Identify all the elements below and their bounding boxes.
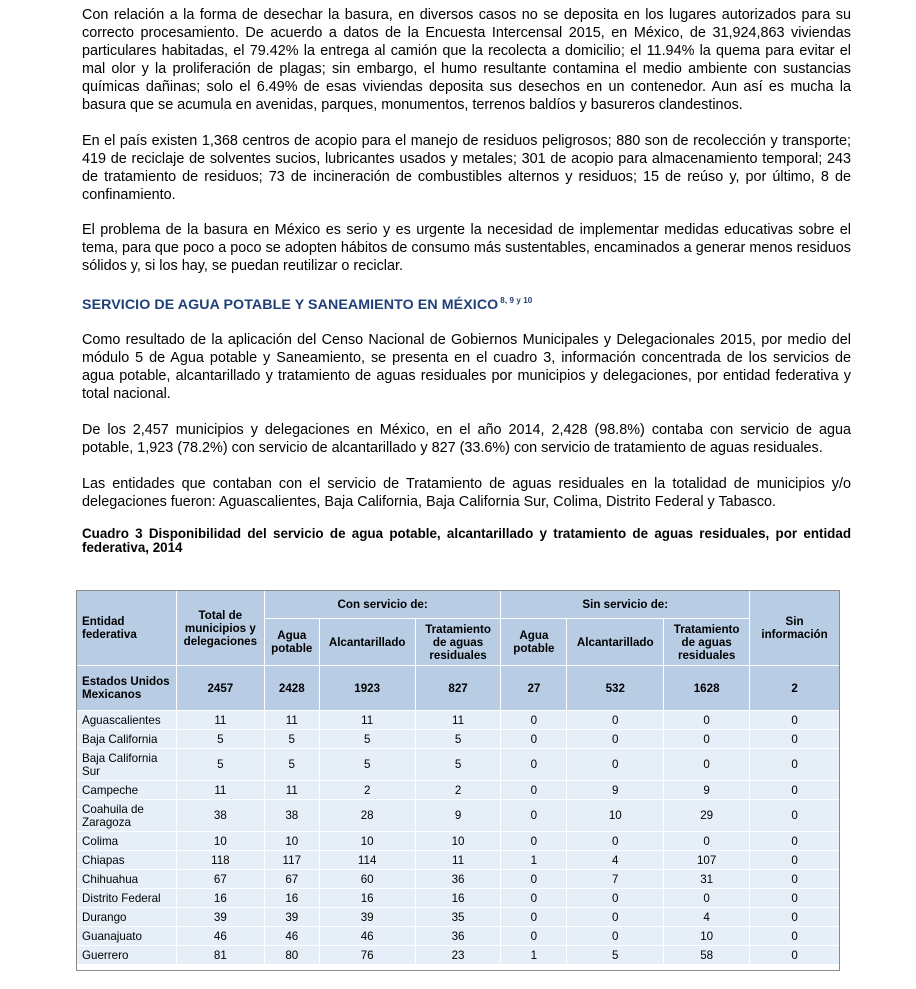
paragraph-treatment: Las entidades que contaban con el servicio de Tratamiento de aguas residuales en la totalidad de municipios y/o delegaciones fueron: Aguascalientes, Baja California, Baja California Sur, Colima, Distrito Federal y Tabasco. (82, 476, 851, 510)
value-cell: 39 (319, 908, 415, 927)
value-cell: 39 (176, 908, 264, 927)
value-cell: 28 (319, 800, 415, 832)
value-cell: 0 (750, 749, 840, 781)
value-cell: 118 (176, 851, 264, 870)
value-cell: 5 (319, 730, 415, 749)
value-cell: 23 (415, 946, 501, 965)
total-cell: 1628 (664, 666, 750, 711)
value-cell: 76 (319, 946, 415, 965)
value-cell: 11 (319, 711, 415, 730)
value-cell: 5 (176, 730, 264, 749)
value-cell: 0 (750, 870, 840, 889)
value-cell: 36 (415, 927, 501, 946)
section-title: SERVICIO DE AGUA POTABLE Y SANEAMIENTO EN MÉXICO (82, 297, 499, 313)
entity-name-cell: Baja California (77, 730, 177, 749)
table-row (77, 908, 840, 927)
document-page (82, 6, 851, 555)
header-alcantarillado: Alcantarillado (319, 619, 415, 666)
value-cell: 4 (664, 908, 750, 927)
value-cell: 0 (750, 711, 840, 730)
value-cell: 16 (176, 889, 264, 908)
value-cell: 0 (664, 832, 750, 851)
table-row (77, 781, 840, 800)
entity-name-cell: Campeche (77, 781, 177, 800)
paragraph-waste-disposal: Con relación a la forma de desechar la basura, en diversos casos no se deposita en los lugares autorizados para su correcto procesamiento. De acuerdo a datos de la Encuesta Intercensal 2015, en México, de 31,924,863 viviendas particulares habitadas, el 79.42% la entrega al camión que la recolecta a domicilio; el 11.94% la quema para evitar el mal olor y la proliferación de plagas; sin embargo, el humo resultante contamina el medio ambiente con sustancias químicas dañinas; solo el 6.49% de esas viviendas deposita sus desechos en un contenedor. Aun así es mucha la basura que se acumula en avenidas, parques, monumentos, terrenos baldíos y basureros clandestinos. (82, 7, 851, 113)
value-cell: 0 (501, 800, 567, 832)
entity-name-cell: Chiapas (77, 851, 177, 870)
total-cell: 827 (415, 666, 501, 711)
entity-name-cell: Aguascalientes (77, 711, 177, 730)
value-cell: 0 (664, 711, 750, 730)
table-row (77, 927, 840, 946)
value-cell: 16 (319, 889, 415, 908)
value-cell: 0 (750, 730, 840, 749)
value-cell: 36 (415, 870, 501, 889)
water-services-table (76, 590, 840, 965)
total-cell: 2428 (264, 666, 319, 711)
value-cell: 0 (501, 749, 567, 781)
value-cell: 0 (750, 800, 840, 832)
value-cell: 67 (176, 870, 264, 889)
value-cell: 46 (176, 927, 264, 946)
value-cell: 58 (664, 946, 750, 965)
value-cell: 0 (567, 889, 664, 908)
value-cell: 46 (264, 927, 319, 946)
value-cell: 9 (567, 781, 664, 800)
value-cell: 16 (264, 889, 319, 908)
value-cell: 10 (415, 832, 501, 851)
total-cell: 27 (501, 666, 567, 711)
value-cell: 5 (415, 749, 501, 781)
value-cell: 0 (501, 781, 567, 800)
value-cell: 38 (176, 800, 264, 832)
table-row (77, 711, 840, 730)
value-cell: 0 (567, 927, 664, 946)
value-cell: 80 (264, 946, 319, 965)
entity-name-cell: Colima (77, 832, 177, 851)
value-cell: 0 (750, 832, 840, 851)
value-cell: 107 (664, 851, 750, 870)
value-cell: 35 (415, 908, 501, 927)
header-con-servicio: Con servicio de: (264, 591, 501, 619)
total-cell: 2457 (176, 666, 264, 711)
value-cell: 0 (501, 711, 567, 730)
value-cell: 0 (501, 870, 567, 889)
value-cell: 11 (176, 781, 264, 800)
table-row (77, 946, 840, 965)
value-cell: 5 (415, 730, 501, 749)
paragraph-municipalities: De los 2,457 municipios y delegaciones en México, en el año 2014, 2,428 (98.8%) contaba con servicio de agua potable, 1,923 (78.2%) con servicio de alcantarillado y 827 (33.6%) con servicio de tratamiento de aguas residuales. (82, 422, 851, 456)
table-row (77, 800, 840, 832)
value-cell: 0 (567, 832, 664, 851)
value-cell: 5 (264, 749, 319, 781)
header-total: Total de municipios y delegaciones (176, 591, 264, 666)
value-cell: 5 (176, 749, 264, 781)
value-cell: 10 (176, 832, 264, 851)
table-body (77, 666, 840, 965)
entity-name-cell: Guerrero (77, 946, 177, 965)
header-sin-agua-potable: Agua potable (501, 619, 567, 666)
table-row (77, 832, 840, 851)
value-cell: 11 (415, 851, 501, 870)
table-row (77, 889, 840, 908)
value-cell: 0 (750, 908, 840, 927)
value-cell: 31 (664, 870, 750, 889)
value-cell: 10 (567, 800, 664, 832)
table-row-total (77, 666, 840, 711)
header-entidad: Entidad federativa (77, 591, 177, 666)
value-cell: 0 (664, 730, 750, 749)
value-cell: 9 (415, 800, 501, 832)
value-cell: 0 (750, 781, 840, 800)
value-cell: 0 (567, 908, 664, 927)
section-refs: 8, 9 y 10 (500, 296, 533, 305)
value-cell: 114 (319, 851, 415, 870)
entity-name-cell: Guanajuato (77, 927, 177, 946)
value-cell: 0 (501, 889, 567, 908)
value-cell: 10 (264, 832, 319, 851)
total-cell: Estados Unidos Mexicanos (77, 666, 177, 711)
value-cell: 67 (264, 870, 319, 889)
value-cell: 0 (750, 946, 840, 965)
entity-name-cell: Baja California Sur (77, 749, 177, 781)
table-row (77, 870, 840, 889)
value-cell: 0 (501, 908, 567, 927)
value-cell: 7 (567, 870, 664, 889)
entity-name-cell: Durango (77, 908, 177, 927)
total-cell: 2 (750, 666, 840, 711)
value-cell: 0 (664, 749, 750, 781)
entity-name-cell: Chihuahua (77, 870, 177, 889)
table-caption: Cuadro 3 Disponibilidad del servicio de agua potable, alcantarillado y tratamiento de aguas residuales, por entidad federativa, 2014 (82, 526, 851, 555)
value-cell: 1 (501, 946, 567, 965)
value-cell: 11 (264, 711, 319, 730)
value-cell: 10 (319, 832, 415, 851)
value-cell: 60 (319, 870, 415, 889)
value-cell: 16 (415, 889, 501, 908)
header-sin-alcantarillado: Alcantarillado (567, 619, 664, 666)
value-cell: 2 (319, 781, 415, 800)
value-cell: 81 (176, 946, 264, 965)
value-cell: 9 (664, 781, 750, 800)
section-heading (82, 292, 851, 314)
header-sin-servicio: Sin servicio de: (501, 591, 750, 619)
value-cell: 0 (567, 730, 664, 749)
value-cell: 11 (264, 781, 319, 800)
header-tratamiento: Tratamiento de aguas residuales (415, 619, 501, 666)
value-cell: 0 (501, 927, 567, 946)
total-cell: 532 (567, 666, 664, 711)
value-cell: 0 (750, 851, 840, 870)
value-cell: 46 (319, 927, 415, 946)
value-cell: 1 (501, 851, 567, 870)
value-cell: 0 (501, 832, 567, 851)
header-sin-informacion: Sin información (750, 591, 840, 666)
value-cell: 117 (264, 851, 319, 870)
value-cell: 5 (319, 749, 415, 781)
header-agua-potable: Agua potable (264, 619, 319, 666)
header-sin-tratamiento: Tratamiento de aguas residuales (664, 619, 750, 666)
paragraph-collection-centers: En el país existen 1,368 centros de acopio para el manejo de residuos peligrosos; 880 son de recolección y transporte; 419 de reciclaje de solventes sucios, lubricantes usados y metales; 301 de acopio para almacenamiento temporal; 243 de tratamiento de residuos; 73 de incineración de combustibles alternos y residuos; 15 de reúso y, por último, 8 de confinamiento. (82, 133, 851, 203)
table-row (77, 851, 840, 870)
value-cell: 11 (176, 711, 264, 730)
value-cell: 4 (567, 851, 664, 870)
value-cell: 5 (567, 946, 664, 965)
value-cell: 0 (567, 711, 664, 730)
entity-name-cell: Coahuila de Zaragoza (77, 800, 177, 832)
value-cell: 0 (750, 927, 840, 946)
value-cell: 11 (415, 711, 501, 730)
paragraph-census: Como resultado de la aplicación del Censo Nacional de Gobiernos Municipales y Delegacionales 2015, por medio del módulo 5 de Agua potable y Saneamiento, se presenta en el cuadro 3, información concentrada de los servicios de agua potable, alcantarillado y tratamiento de aguas residuales por municipios y delegaciones, por entidad federativa y total nacional. (82, 332, 851, 402)
value-cell: 0 (664, 889, 750, 908)
table-row (77, 730, 840, 749)
value-cell: 0 (501, 730, 567, 749)
value-cell: 10 (664, 927, 750, 946)
table-row (77, 749, 840, 781)
entity-name-cell: Distrito Federal (77, 889, 177, 908)
value-cell: 29 (664, 800, 750, 832)
value-cell: 38 (264, 800, 319, 832)
paragraph-waste-problem: El problema de la basura en México es serio y es urgente la necesidad de implementar medidas educativas sobre el tema, para que poco a poco se adopten hábitos de consumo más sustentables, encaminados a generar menos residuos sólidos y, si los hay, se puedan reutilizar o reciclar. (82, 222, 851, 274)
total-cell: 1923 (319, 666, 415, 711)
value-cell: 0 (567, 749, 664, 781)
value-cell: 2 (415, 781, 501, 800)
value-cell: 0 (750, 889, 840, 908)
value-cell: 5 (264, 730, 319, 749)
value-cell: 39 (264, 908, 319, 927)
